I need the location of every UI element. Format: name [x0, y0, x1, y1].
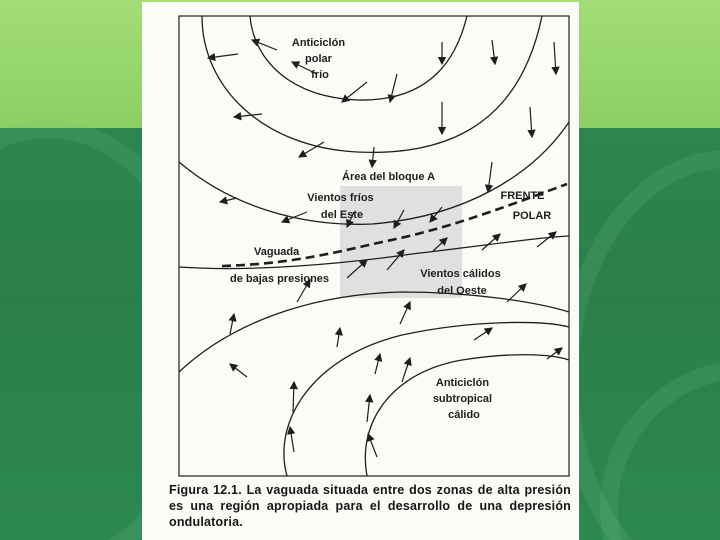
isobar-polar-inner — [250, 16, 467, 100]
weather-diagram — [142, 2, 579, 477]
isobar-subtropical-outer — [284, 322, 569, 476]
isobar-warm-lower — [179, 292, 569, 372]
label-frente-polar: FRENTE POLAR — [500, 190, 552, 222]
label-area-bloque: Área del bloque A — [342, 171, 436, 183]
label-vientos-calidos: Vientos cálidos del Oeste — [420, 268, 501, 297]
label-anticiclon-subtropical: Anticiclón subtropical cálido — [432, 377, 493, 421]
label-vientos-frios: Vientos fríos del Este — [307, 192, 374, 221]
figure-page — [142, 2, 579, 540]
figure-caption: Figura 12.1. La vaguada situada entre dos zonas de alta presión es una región apropiada para el desarrollo de una depresión ondulatoria. — [169, 483, 571, 529]
label-anticiclon-polar: Anticiclón polar frío — [291, 37, 346, 81]
label-vaguada: Vaguada de bajas presiones — [230, 246, 330, 285]
isobar-polar-middle — [202, 16, 542, 152]
